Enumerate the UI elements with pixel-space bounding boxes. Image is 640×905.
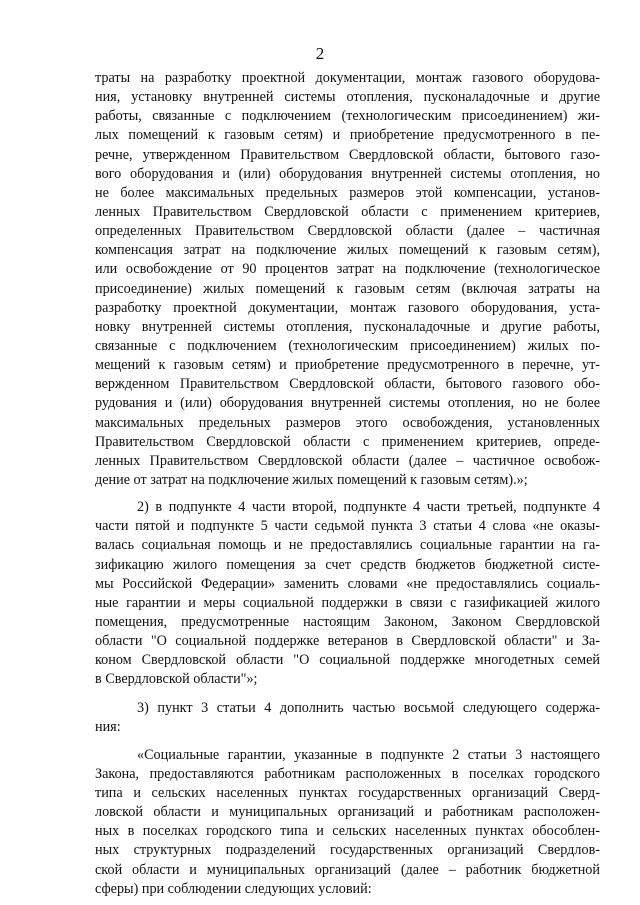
text-line: траты на разработку проектной документации, монтаж газового оборудова- bbox=[95, 70, 600, 86]
text-line: ных структурных подразделений государственных организаций Свердлов- bbox=[95, 842, 600, 859]
text-line: 3) пункт 3 статьи 4 дополнить частью восьмой следующего содержа- bbox=[137, 699, 600, 716]
page-number: 2 bbox=[315, 44, 325, 63]
text-line: вержденном Правительством Свердловской области, бытового газового обо- bbox=[95, 376, 600, 393]
text-line: работы, связанные с подключением (технологическим присоединением) жи- bbox=[95, 108, 600, 125]
text-line: компенсация затрат на подключение жилых помещений к газовым сетям), bbox=[95, 242, 600, 259]
text-line: дение от затрат на подключение жилых помещений к газовым сетям).»; bbox=[95, 471, 528, 488]
text-line: ской области и муниципальных организаций (далее – работник бюджетной bbox=[95, 861, 600, 878]
text-line: коном Свердловской области "О социальной поддержке многодетных семей bbox=[95, 652, 600, 669]
text-line: ленных Правительством Свердловской области (далее – частичное освобож- bbox=[95, 452, 600, 469]
text-line: ния: bbox=[95, 718, 121, 735]
text-line: части пятой и подпункте 5 части седьмой пункта 3 статьи 4 слова «не оказы- bbox=[95, 518, 600, 535]
text-line: рудования и (или) оборудования внутренней системы отопления, но не более bbox=[95, 395, 600, 412]
text-line: помещения, предусмотренные настоящим Законом, Законом Свердловской bbox=[95, 613, 600, 630]
text-line: ния, установку внутренней системы отопления, пусконаладочные и другие bbox=[95, 89, 600, 106]
text-line: мы Российской Федерации» заменить словами «не предоставлялись социаль- bbox=[95, 575, 600, 592]
text-line: типа и сельских населенных пунктах государственных организаций Сверд- bbox=[95, 785, 600, 802]
text-line: мещений к газовым сетям) и приобретение предусмотренного в перечне, ут- bbox=[95, 357, 600, 374]
text-line: речне, утвержденном Правительством Свердловской области, бытового газо- bbox=[95, 146, 600, 163]
text-line: новку внутренней системы отопления, пусконаладочные и другие работы, bbox=[95, 318, 600, 335]
text-line: сферы) при соблюдении следующих условий: bbox=[95, 880, 372, 897]
text-line: Закона, предоставляются работникам расположенных в поселках городского bbox=[95, 765, 600, 782]
paragraph-spacer bbox=[95, 690, 600, 699]
text-line: связанные с подключением (технологическим присоединением) жилых по- bbox=[95, 337, 600, 354]
text-line: области "О социальной поддержке ветеранов в Свердловской области" и За- bbox=[95, 633, 600, 650]
text-line: ных в поселках городского типа и сельских населенных пунктах обособлен- bbox=[95, 823, 600, 840]
text-line: лых помещений к газовым сетям) и приобретение предусмотренного в пе- bbox=[95, 127, 600, 144]
text-line: 2) в подпункте 4 части второй, подпункте 4 части третьей, подпункте 4 bbox=[137, 499, 600, 516]
text-line: Правительством Свердловской области с применением критериев, опреде- bbox=[95, 433, 600, 450]
text-line: определенных Правительством Свердловской области (далее – частичная bbox=[95, 223, 600, 240]
text-line: ленных Правительством Свердловской области с применением критериев, bbox=[95, 203, 600, 220]
text-line: валась социальная помощь и не предоставлялись социальные гарантии на га- bbox=[95, 537, 600, 554]
text-line: разработку проектной документации, монтаж газового оборудования, уста- bbox=[95, 299, 600, 316]
text-line: вого оборудования и (или) оборудования внутренней системы отопления, но bbox=[95, 165, 600, 182]
paragraph-spacer bbox=[95, 490, 600, 498]
paragraph-item-3 bbox=[95, 699, 600, 737]
text-line: максимальных предельных размеров этого освобождения, установленных bbox=[95, 414, 600, 431]
text-line: ные гарантии и меры социальной поддержки в связи с газификацией жилого bbox=[95, 594, 600, 611]
document-body bbox=[95, 69, 600, 899]
paragraph-spacer bbox=[95, 737, 600, 746]
text-line: зификацию жилого помещения за счет средств бюджетов бюджетной систе- bbox=[95, 556, 600, 573]
paragraph-1-continuation bbox=[95, 69, 600, 490]
text-line: «Социальные гарантии, указанные в подпункте 2 статьи 3 настоящего bbox=[137, 746, 600, 763]
text-line: не более максимальных предельных размеров этой компенсации, установ- bbox=[95, 184, 600, 201]
paragraph-quoted-addition bbox=[95, 746, 600, 899]
paragraph-item-2 bbox=[95, 498, 600, 689]
text-line: присоединение) жилых помещений к газовым сетям (включая затраты на bbox=[95, 280, 600, 297]
text-line: или освобождение от 90 процентов затрат на подключение (технологическое bbox=[95, 261, 600, 278]
text-line: в Свердловской области"»; bbox=[95, 671, 258, 688]
text-line: ловской области и муниципальных организаций и работникам расположен- bbox=[95, 804, 600, 821]
